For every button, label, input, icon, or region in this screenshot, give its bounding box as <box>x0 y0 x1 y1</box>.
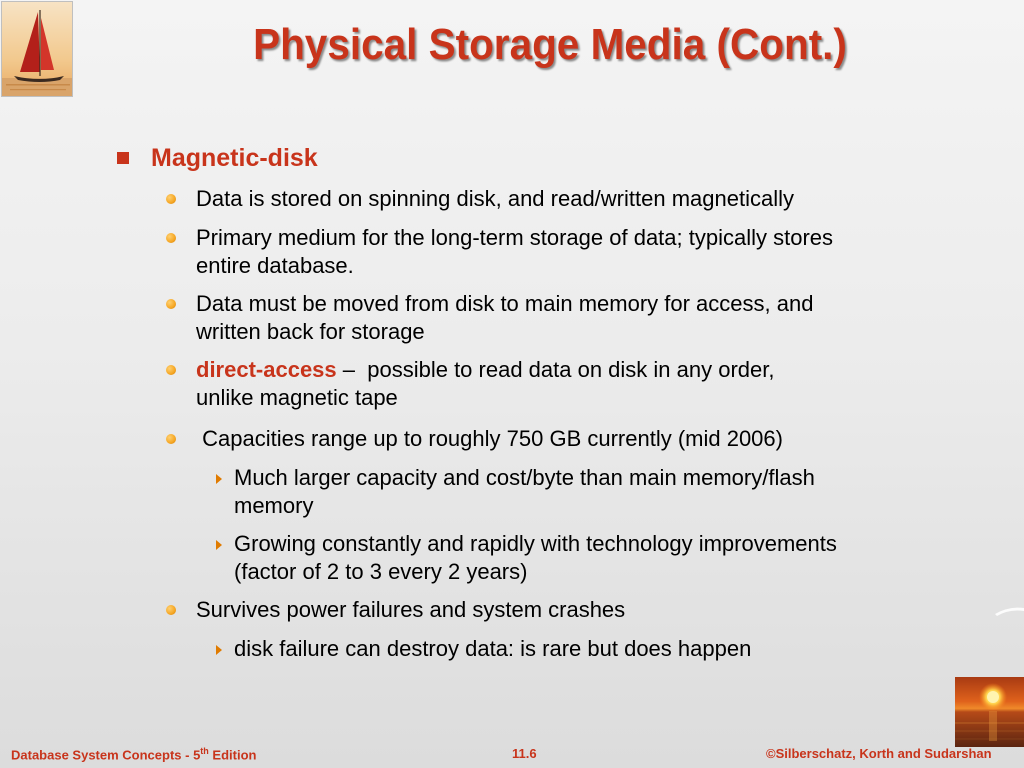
bullet-text: direct-access – possible to read data on disk in any order, unlike magnetic tape <box>196 357 775 410</box>
dot-bullet-icon <box>166 434 176 444</box>
square-bullet-icon <box>117 152 129 164</box>
term-direct-access: direct-access <box>196 357 337 382</box>
heading-magnetic-disk: Magnetic-disk <box>151 144 318 172</box>
swoosh-decoration <box>995 604 1024 618</box>
sub-bullet-text: disk failure can destroy data: is rare but does happen <box>234 636 752 661</box>
bullet-text: Primary medium for the long-term storage of data; typically stores entire database. <box>196 225 834 278</box>
bullet-text: Data is stored on spinning disk, and read/written magnetically <box>196 186 794 211</box>
sub-bullet-text: Much larger capacity and cost/byte than main memory/flash memory <box>234 465 815 518</box>
arrow-bullet-icon <box>216 474 222 484</box>
sub-bullet-text: Growing constantly and rapidly with technology improvements (factor of 2 to 3 every 2 years) <box>234 531 837 584</box>
dot-bullet-icon <box>166 605 176 615</box>
bullet-text: Capacities range up to roughly 750 GB currently (mid 2006) <box>196 426 783 451</box>
dot-bullet-icon <box>166 233 176 243</box>
footer-slide-number: 11.6 <box>512 746 537 761</box>
footer-book-title: Database System Concepts - 5th Edition <box>11 746 257 763</box>
sunset-image <box>955 677 1024 747</box>
dot-bullet-icon <box>166 299 176 309</box>
dot-bullet-icon <box>166 194 176 204</box>
arrow-bullet-icon <box>216 645 222 655</box>
bullet-text: Data must be moved from disk to main memory for access, and written back for storage <box>196 291 814 344</box>
bullet-text: Survives power failures and system crashes <box>196 597 626 622</box>
footer-copyright: ©Silberschatz, Korth and Sudarshan <box>766 746 992 761</box>
arrow-bullet-icon <box>216 540 222 550</box>
slide-title: Physical Storage Media (Cont.) <box>253 20 847 69</box>
dot-bullet-icon <box>166 365 176 375</box>
